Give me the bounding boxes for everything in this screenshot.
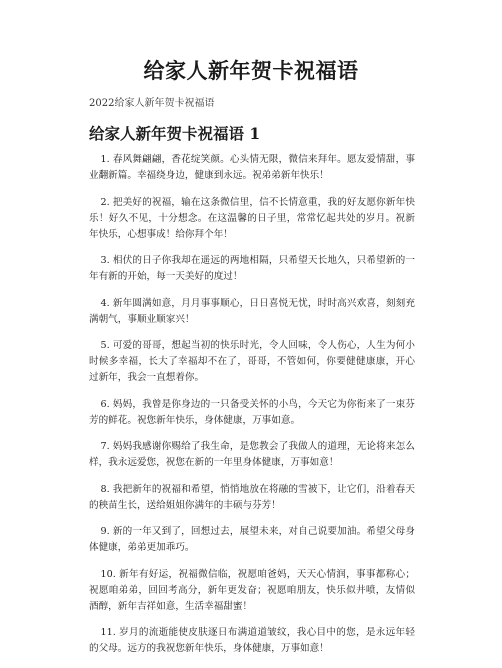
paragraph-9: 9. 新的一年又到了，回想过去，展望未来，对自己说要加油。希望父母身体健康，弟弟更加乖巧。 [89, 526, 415, 553]
paragraph-4: 4. 新年圆满如意，月月事事顺心，日日喜悦无忧，时时高兴欢喜，刻刻充满朝气，事顺业顺家兴！ [89, 297, 415, 325]
document-title: 给家人新年贺卡祝福语 [143, 58, 359, 83]
paragraph-11: 11. 岁月的流逝能使皮肤逐日布满道道皱纹，我心目中的您，是永远年轻的父母。远方的我祝您新年快乐，身体健康，万事如意！ [89, 627, 415, 654]
document-subtitle: 2022给家人新年贺卡祝福语 [89, 98, 215, 109]
paragraph-1: 1. 春风舞翩翩，香花绽笑颜。心头情无限，微信来拜年。愿友爱情甜，事业翻新篇。幸福绕身边，健康到永远。祝弟弟新年快乐！ [89, 154, 415, 181]
paragraph-10: 10. 新年有好运，祝福微信临，祝愿咱爸妈，天天心情润，事事都称心；祝愿咱弟弟，回回考高分，新年更发奋；祝愿咱朋友，快乐似井喷，友情似酒醇，新年吉祥如意，生活幸福甜蜜！ [89, 568, 415, 612]
paragraph-6: 6. 妈妈，我曾是你身边的一只备受关怀的小鸟，今天它为你衔来了一束芬芳的鲜花。祝您新年快乐，身体健康，万事如意。 [89, 398, 415, 426]
paragraph-list [89, 152, 415, 668]
section-heading: 给家人新年贺卡祝福语 1 [89, 124, 261, 143]
paragraph-5: 5. 可爱的哥哥，想起当初的快乐时光，令人回味，令人伤心，人生为何小时候多幸福，长大了幸福却不在了，哥哥，不管如何，你要健健康康，开心过新年，我会一直想着你。 [89, 340, 415, 383]
paragraph-3: 3. 相伏的日子你我却在遥远的两地相隔，只希望天长地久，只希望新的一年有新的开始，每一天美好的度过！ [89, 255, 415, 282]
paragraph-8: 8. 我把新年的祝福和希望，悄悄地放在将融的雪被下，让它们，沿着春天的秧苗生长，送给姐姐你满年的丰硕与芬芳！ [89, 483, 415, 511]
paragraph-7: 7. 妈妈我感谢你赐给了我生命，是您教会了我做人的道理，无论将来怎么样，我永远爱您，祝您在新的一年里身体健康，万事如意！ [89, 441, 415, 468]
paragraph-2: 2. 把美好的祝福，输在这条微信里，信不长情意重，我的好友愿你新年快乐！好久不见，十分想念。在这温馨的日子里，常常忆起共处的岁月。祝新年快乐，心想事成！给你拜个年！ [89, 196, 415, 240]
